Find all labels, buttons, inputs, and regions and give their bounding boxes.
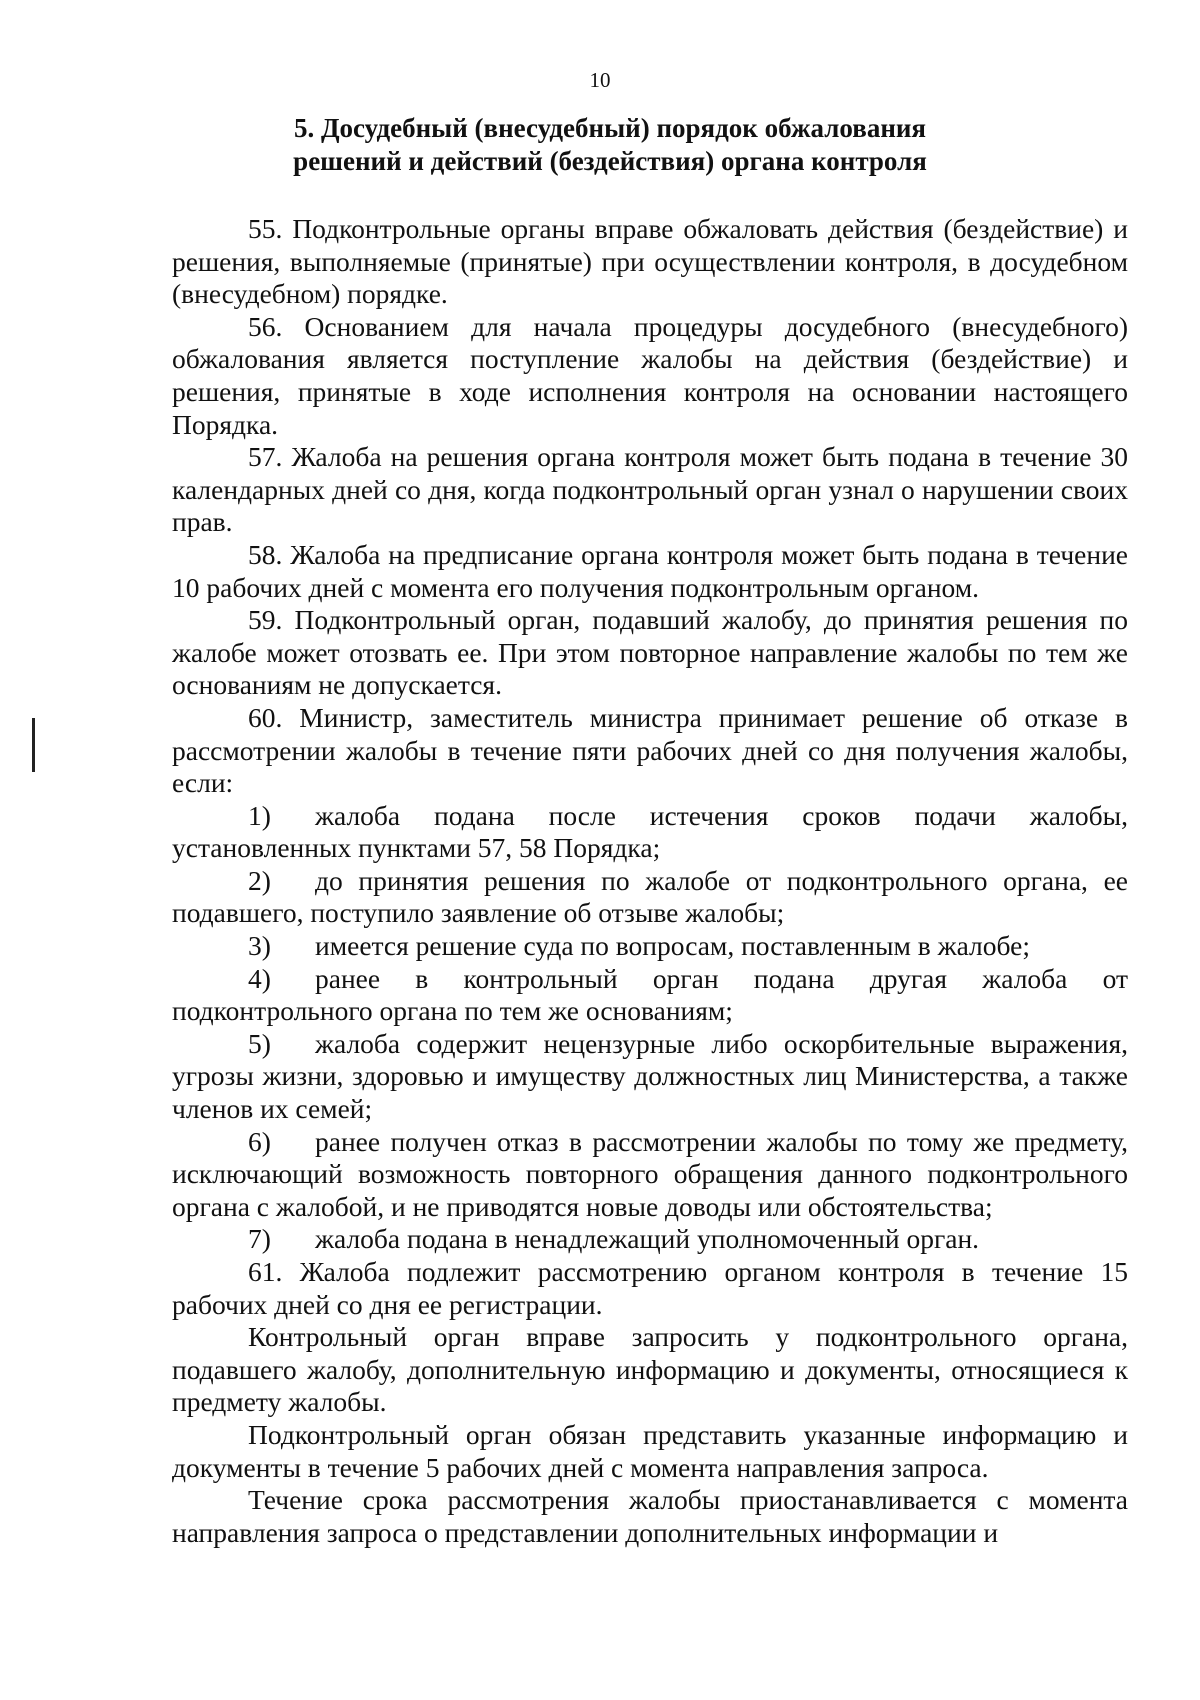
- list-item: [172, 1028, 1128, 1126]
- paragraph-59: 59. Подконтрольный орган, подавший жалобу, до принятия решения по жалобе может отозвать ее. При этом повторное направление жалобы по тем же основаниям не допускается.: [172, 604, 1128, 701]
- list-item-number: 4): [248, 962, 271, 994]
- list-item: [172, 865, 1128, 930]
- paragraph-60: 60. Министр, заместитель министра принимает решение об отказе в рассмотрении жалобы в течение пяти рабочих дней со дня получения жалобы, если:: [172, 701, 1128, 799]
- list-item-text: жалоба подана после истечения сроков подачи жалобы, установленных пунктами 57, 58 Порядка;: [172, 799, 1128, 864]
- paragraph-61-info-deadline: Подконтрольный орган обязан представить указанные информацию и документы в течение 5 рабочих дней с момента направления запроса.: [172, 1418, 1128, 1483]
- list-item-text: ранее получен отказ в рассмотрении жалобы по тому же предмету, исключающий возможность повторного обращения данного подконтрольного органа с жалобой, и не приводятся новые доводы или обстоятельства;: [172, 1125, 1128, 1222]
- list-item: [172, 1126, 1128, 1224]
- section-heading-line-1: 5. Досудебный (внесудебный) порядок обжалования: [293, 113, 927, 143]
- list-item-number: 3): [248, 930, 271, 962]
- list-item-text: жалоба подана в ненадлежащий уполномоченный орган.: [315, 1223, 980, 1255]
- list-item-number: 7): [248, 1223, 271, 1255]
- page-number: 10: [589, 68, 611, 92]
- paragraph-56: 56. Основанием для начала процедуры досудебного (внесудебного) обжалования является поступление жалобы на действия (бездействие) и решения, принятые в ходе исполнения контроля на основании настоящего Порядка.: [172, 310, 1128, 440]
- paragraph-61-info-request: Контрольный орган вправе запросить у подконтрольного органа, подавшего жалобу, дополнительную информацию и документы, относящиеся к предмету жалобы.: [172, 1321, 1128, 1418]
- list-item-text: имеется решение суда по вопросам, поставленным в жалобе;: [315, 930, 1030, 962]
- paragraph-58: 58. Жалоба на предписание органа контроля может быть подана в течение 10 рабочих дней с момента его получения подконтрольным органом.: [172, 538, 1128, 603]
- list-item-number: 6): [248, 1125, 271, 1157]
- paragraph-61-suspension: Течение срока рассмотрения жалобы приостанавливается с момента направления запроса о представлении дополнительных информации и: [172, 1484, 1128, 1548]
- list-item-number: 2): [248, 864, 271, 896]
- list-item-text: до принятия решения по жалобе от подконтрольного органа, ее подавшего, поступило заявление об отзыве жалобы;: [172, 864, 1128, 929]
- list-item: [172, 800, 1128, 865]
- section-heading-line-2: решений и действий (бездействия) органа контроля: [293, 146, 927, 176]
- list-item-number: 1): [248, 799, 271, 831]
- margin-mark: [32, 718, 35, 772]
- list-item: [172, 930, 1128, 963]
- list-item-text: ранее в контрольный орган подана другая жалоба от подконтрольного органа по тем же основаниям;: [172, 962, 1128, 1027]
- list-item: [172, 1223, 1128, 1256]
- document-body: [172, 213, 1128, 1549]
- paragraph-55: 55. Подконтрольные органы вправе обжаловать действия (бездействие) и решения, выполняемые (принятые) при осуществлении контроля, в досудебном (внесудебном) порядке.: [172, 213, 1128, 310]
- list-item-text: жалоба содержит нецензурные либо оскорбительные выражения, угрозы жизни, здоровью и имуществу должностных лиц Министерства, а также членов их семей;: [172, 1027, 1128, 1125]
- list-item-number: 5): [248, 1027, 271, 1059]
- list-item: [172, 963, 1128, 1028]
- section-heading: [160, 112, 1060, 178]
- paragraph-61: 61. Жалоба подлежит рассмотрению органом контроля в течение 15 рабочих дней со дня ее регистрации.: [172, 1256, 1128, 1320]
- paragraph-57: 57. Жалоба на решения органа контроля может быть подана в течение 30 календарных дней со дня, когда подконтрольный орган узнал о нарушении своих прав.: [172, 441, 1128, 538]
